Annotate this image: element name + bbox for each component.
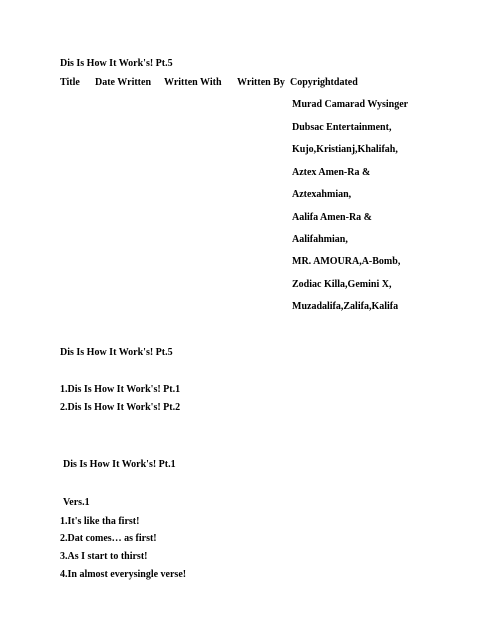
header-written-by: Written By (237, 77, 285, 88)
copyright-line: Muzadalifa,Zalifa,Kalifa (292, 301, 399, 312)
copyright-line: Kujo,Kristianj,Khalifah, (292, 144, 398, 155)
header-title: Title (60, 77, 80, 88)
copyright-line: Zodiac Killa,Gemini X, (292, 279, 392, 290)
section-title: Dis Is How It Work's! Pt.5 (60, 347, 173, 358)
header-copyright: Copyrightdated (290, 77, 358, 88)
verse-line: 3.As I start to thirst! (60, 551, 148, 562)
header-date-written: Date Written (95, 77, 152, 88)
header-written-with: Written With (164, 77, 222, 88)
document-title: Dis Is How It Work's! Pt.5 (60, 58, 173, 69)
copyright-line: Aalifahmian, (292, 234, 348, 245)
part-title: Dis Is How It Work's! Pt.1 (63, 459, 176, 470)
copyright-line: Murad Camarad Wysinger (292, 99, 409, 110)
toc-item: 1.Dis Is How It Work's! Pt.1 (60, 384, 181, 395)
verse-line: 2.Dat comes… as first! (60, 533, 157, 544)
copyright-line: Dubsac Entertainment, (292, 122, 392, 133)
copyright-line: Aalifa Amen-Ra & (292, 212, 372, 223)
verse-label: Vers.1 (63, 497, 90, 508)
copyright-line: MR. AMOURA,A-Bomb, (292, 256, 401, 267)
copyright-line: Aztex Amen-Ra & (292, 167, 371, 178)
verse-line: 1.It's like tha first! (60, 516, 140, 527)
copyright-line: Aztexahmian, (292, 189, 352, 200)
toc-item: 2.Dis Is How It Work's! Pt.2 (60, 402, 181, 413)
verse-line: 4.In almost everysingle verse! (60, 569, 187, 580)
